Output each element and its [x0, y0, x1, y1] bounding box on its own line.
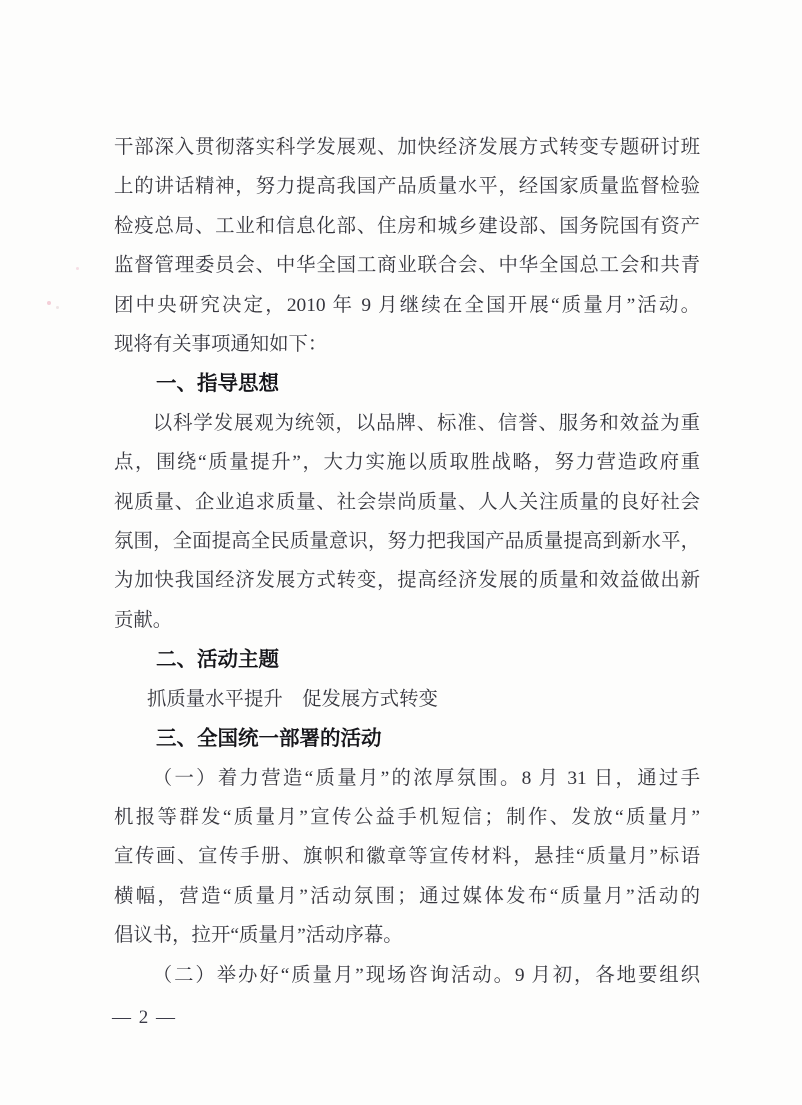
paragraph-first-line: （二）举办好“质量月”现场咨询活动。9 月初，各地要组织	[152, 964, 700, 986]
scan-speck	[76, 267, 79, 270]
page-number: — 2 —	[112, 1007, 177, 1028]
section-heading-2: 二、活动主题	[156, 648, 279, 672]
scan-speck	[56, 306, 59, 309]
paragraph-first-line: 以科学发展观为统领，以品牌、标准、信誉、服务和效益为重	[152, 412, 700, 434]
page-content	[114, 128, 700, 995]
scan-speck	[47, 301, 51, 305]
paragraph-last-line: 贡献。	[114, 609, 173, 631]
text-line: 横幅，营造“质量月”活动氛围；通过媒体发布“质量月”活动的	[114, 885, 700, 907]
activity-theme-line: 抓质量水平提升 促发展方式转变	[147, 688, 438, 710]
text-line: 视质量、企业追求质量、社会崇尚质量、人人关注质量的良好社会	[114, 491, 700, 513]
text-line: 团中央研究决定，2010 年 9 月继续在全国开展“质量月”活动。	[114, 294, 700, 316]
text-line: 为加快我国经济发展方式转变，提高经济发展的质量和效益做出新	[114, 570, 700, 592]
paragraph-first-line: （一）着力营造“质量月”的浓厚氛围。8 月 31 日，通过手	[152, 767, 700, 789]
section-heading-3: 三、全国统一部署的活动	[156, 727, 382, 751]
text-line: 上的讲话精神，努力提高我国产品质量水平，经国家质量监督检验	[114, 176, 700, 198]
paragraph-last-line: 现将有关事项通知如下：	[114, 334, 328, 356]
text-line: 检疫总局、工业和信息化部、住房和城乡建设部、国务院国有资产	[114, 215, 700, 237]
text-line: 点，围绕“质量提升”，大力实施以质取胜战略，努力营造政府重	[114, 452, 700, 474]
text-line: 宣传画、宣传手册、旗帜和徽章等宣传材料，悬挂“质量月”标语	[114, 846, 700, 868]
section-heading-1: 一、指导思想	[156, 372, 279, 396]
text-line: 机报等群发“质量月”宣传公益手机短信；制作、发放“质量月”	[114, 806, 700, 828]
text-line: 监督管理委员会、中华全国工商业联合会、中华全国总工会和共青	[114, 255, 700, 277]
text-line: 氛围，全面提高全民质量意识，努力把我国产品质量提高到新水平，	[114, 531, 700, 553]
paragraph-last-line: 倡议书，拉开“质量月”活动序幕。	[114, 925, 403, 947]
text-line: 干部深入贯彻落实科学发展观、加快经济发展方式转变专题研讨班	[114, 137, 700, 158]
